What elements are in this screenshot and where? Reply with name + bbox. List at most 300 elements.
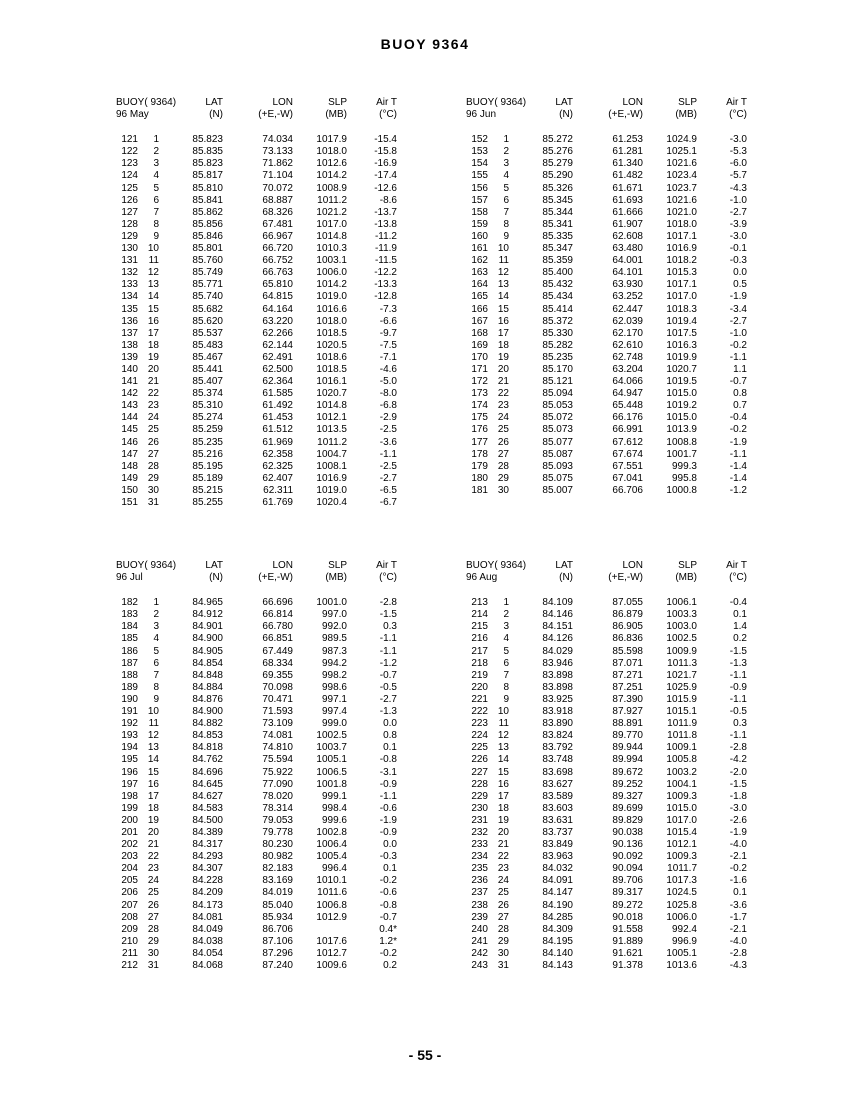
air-temp-cell: -16.9 [374, 158, 397, 170]
lat-cell: 85.841 [192, 194, 223, 206]
col-unit-air: (°C) [379, 109, 397, 121]
slp-cell: 1019.0 [316, 291, 347, 303]
day-of-year-cell: 132 [121, 267, 138, 279]
table-row [108, 158, 448, 170]
day-of-year-cell: 209 [121, 923, 138, 935]
air-temp-cell: -4.3 [729, 960, 747, 971]
air-temp-cell: 0.1 [733, 887, 747, 899]
air-temp-cell: -4.0 [729, 935, 747, 947]
col-header-lon: LON [272, 97, 293, 108]
table-row [108, 412, 448, 424]
slp-cell: 1006.0 [316, 267, 347, 279]
table-row [458, 803, 798, 815]
air-temp-cell: -4.3 [729, 182, 747, 194]
day-cell: 28 [497, 460, 509, 472]
air-temp-cell: -1.9 [729, 826, 747, 838]
slp-cell: 1017.0 [316, 218, 347, 230]
slp-cell: 989.5 [321, 633, 347, 645]
day-of-year-cell: 186 [121, 645, 138, 657]
air-temp-cell: -0.2 [729, 339, 747, 351]
lat-cell: 85.073 [542, 424, 573, 436]
lon-cell: 62.364 [262, 376, 293, 388]
slp-cell: 987.3 [321, 645, 347, 657]
lat-cell: 83.849 [542, 839, 573, 851]
slp-cell: 1017.3 [666, 875, 697, 887]
air-temp-cell: -3.6 [729, 899, 747, 911]
lat-cell: 84.126 [542, 633, 573, 645]
slp-cell: 1018.0 [316, 146, 347, 158]
lon-cell: 70.098 [262, 681, 293, 693]
lon-cell: 79.053 [262, 814, 293, 826]
air-temp-cell: -0.8 [379, 899, 397, 911]
air-temp-cell: -0.7 [379, 669, 397, 681]
air-temp-cell: -8.6 [379, 194, 397, 206]
lon-cell: 87.390 [612, 693, 643, 705]
air-temp-cell: -6.5 [379, 484, 397, 496]
day-of-year-cell: 165 [471, 291, 488, 303]
slp-cell: 1002.5 [666, 633, 697, 645]
day-cell: 27 [147, 911, 159, 923]
lon-cell: 90.038 [612, 826, 643, 838]
lat-cell: 84.091 [542, 875, 573, 887]
table-row [108, 887, 448, 899]
slp-cell: 1020.4 [316, 497, 347, 508]
air-temp-cell: -0.3 [729, 255, 747, 267]
lat-cell: 84.696 [192, 766, 223, 778]
lat-cell: 84.965 [192, 597, 223, 609]
lat-cell: 85.407 [192, 376, 223, 388]
slp-cell: 1015.9 [666, 693, 697, 705]
lon-cell: 61.281 [612, 146, 643, 158]
lat-cell: 85.862 [192, 206, 223, 218]
slp-cell: 1020.5 [316, 339, 347, 351]
slp-cell: 998.6 [321, 681, 347, 693]
day-cell: 31 [147, 960, 159, 971]
lon-cell: 63.930 [612, 279, 643, 291]
air-temp-cell: -1.5 [729, 778, 747, 790]
day-cell: 19 [497, 351, 509, 363]
lon-cell: 67.449 [262, 645, 293, 657]
page-number: - 55 - [408, 1047, 442, 1063]
col-unit-air: (°C) [379, 572, 397, 584]
day-of-year-cell: 227 [471, 766, 488, 778]
day-of-year-cell: 139 [121, 351, 138, 363]
day-cell: 22 [147, 851, 159, 863]
air-temp-cell: -5.0 [379, 376, 397, 388]
slp-cell: 1018.2 [666, 255, 697, 267]
lon-cell: 61.482 [612, 170, 643, 182]
day-of-year-cell: 140 [121, 363, 138, 375]
day-cell: 26 [497, 436, 509, 448]
table-row [458, 195, 798, 207]
slp-cell: 1018.5 [316, 363, 347, 375]
slp-cell: 1020.7 [316, 388, 347, 400]
day-of-year-cell: 128 [121, 218, 138, 230]
lon-cell: 64.101 [612, 267, 643, 279]
day-of-year-cell: 125 [121, 182, 138, 194]
day-of-year-cell: 210 [121, 935, 138, 947]
lon-cell: 62.748 [612, 351, 643, 363]
air-temp-cell: -0.9 [379, 778, 397, 790]
slp-cell: 1015.3 [666, 267, 697, 279]
table-row [108, 388, 448, 400]
lon-cell: 71.593 [262, 706, 293, 718]
lat-cell: 84.147 [542, 887, 573, 899]
day-cell: 30 [147, 484, 159, 496]
day-cell: 16 [147, 315, 159, 327]
lat-cell: 84.905 [192, 645, 223, 657]
table-row [458, 424, 798, 436]
day-of-year-cell: 204 [121, 863, 138, 875]
lon-cell: 66.780 [262, 621, 293, 633]
day-of-year-cell: 161 [471, 243, 488, 255]
day-cell: 16 [147, 778, 159, 790]
table-row [108, 767, 448, 779]
table-row [108, 718, 448, 730]
day-cell: 18 [147, 339, 159, 351]
lat-cell: 85.846 [192, 230, 223, 242]
slp-cell: 1021.0 [666, 206, 697, 218]
table-row [458, 207, 798, 219]
lat-cell: 83.898 [542, 681, 573, 693]
lat-cell: 85.335 [542, 230, 573, 242]
air-temp-cell: -0.9 [729, 681, 747, 693]
lat-cell: 84.876 [192, 693, 223, 705]
table-row [458, 473, 798, 485]
day-of-year-cell: 131 [121, 255, 138, 267]
lon-cell: 70.471 [262, 693, 293, 705]
lat-cell: 85.282 [542, 339, 573, 351]
slp-cell: 1015.0 [666, 802, 697, 814]
day-cell: 11 [148, 718, 159, 730]
month-label: 96 Jul [116, 572, 143, 584]
lat-cell: 84.173 [192, 899, 223, 911]
lat-cell: 85.170 [542, 363, 573, 375]
lat-cell: 83.737 [542, 826, 573, 838]
slp-cell: 1016.6 [316, 303, 347, 315]
slp-cell: 1020.7 [666, 363, 697, 375]
col-unit-lat: (N) [209, 109, 223, 121]
slp-cell: 1013.9 [666, 424, 697, 436]
slp-cell: 1019.9 [666, 351, 697, 363]
air-temp-cell: -8.0 [379, 388, 397, 400]
lat-cell: 85.310 [192, 400, 223, 412]
slp-cell: 1001.8 [316, 778, 347, 790]
lat-cell: 85.216 [192, 448, 223, 460]
air-temp-cell: -11.9 [374, 243, 397, 255]
air-temp-cell: -1.0 [729, 194, 747, 206]
slp-cell: 1006.5 [316, 766, 347, 778]
day-cell: 10 [497, 243, 509, 255]
lon-cell: 64.164 [262, 303, 293, 315]
day-of-year-cell: 155 [471, 170, 488, 182]
day-of-year-cell: 198 [121, 790, 138, 802]
lat-cell: 85.215 [192, 484, 223, 496]
air-temp-cell: -12.2 [374, 267, 397, 279]
slp-cell: 1012.7 [316, 947, 347, 959]
lat-cell: 85.195 [192, 460, 223, 472]
table-row [108, 449, 448, 461]
lat-cell: 84.195 [542, 935, 573, 947]
lon-cell: 62.491 [262, 351, 293, 363]
lon-cell: 61.492 [262, 400, 293, 412]
table-row [458, 437, 798, 449]
air-temp-cell: -1.3 [379, 706, 397, 718]
day-of-year-cell: 201 [121, 826, 138, 838]
lat-cell: 84.285 [542, 911, 573, 923]
day-of-year-cell: 149 [121, 472, 138, 484]
slp-cell: 1023.7 [666, 182, 697, 194]
day-of-year-cell: 162 [471, 255, 488, 267]
col-unit-air: (°C) [729, 572, 747, 584]
lon-cell: 61.671 [612, 182, 643, 194]
air-temp-cell: -1.4 [729, 472, 747, 484]
day-cell: 23 [497, 400, 509, 412]
day-cell: 21 [147, 376, 159, 388]
table-row [108, 134, 448, 146]
lon-cell: 64.815 [262, 291, 293, 303]
air-temp-cell: 0.0 [733, 267, 747, 279]
lon-cell: 87.055 [612, 597, 643, 609]
lat-cell: 85.077 [542, 436, 573, 448]
table-row [108, 279, 448, 291]
table-header-row [458, 97, 798, 109]
air-temp-cell: -2.1 [729, 923, 747, 935]
lat-cell: 85.290 [542, 170, 573, 182]
air-temp-cell: 0.5 [733, 279, 747, 291]
table-row [108, 791, 448, 803]
day-of-year-cell: 225 [471, 742, 488, 754]
day-of-year-cell: 177 [471, 436, 488, 448]
table-row [458, 134, 798, 146]
lon-cell: 74.034 [262, 134, 293, 146]
slp-cell: 1009.6 [316, 960, 347, 971]
lat-cell: 85.326 [542, 182, 573, 194]
slp-cell: 1018.6 [316, 351, 347, 363]
air-temp-cell: -11.5 [374, 255, 397, 267]
air-temp-cell: -1.6 [729, 875, 747, 887]
slp-cell: 1021.6 [666, 158, 697, 170]
day-cell: 14 [147, 754, 159, 766]
lat-cell: 84.853 [192, 730, 223, 742]
lat-cell: 83.698 [542, 766, 573, 778]
day-cell: 14 [147, 291, 159, 303]
day-cell: 29 [497, 472, 509, 484]
lat-cell: 84.081 [192, 911, 223, 923]
air-temp-cell: -0.7 [379, 911, 397, 923]
day-cell: 23 [147, 400, 159, 412]
table-row [108, 658, 448, 670]
day-cell: 23 [147, 863, 159, 875]
slp-cell: 1011.2 [317, 194, 347, 206]
day-of-year-cell: 231 [471, 814, 488, 826]
table-row [458, 183, 798, 195]
lat-cell: 85.259 [192, 424, 223, 436]
lat-cell: 85.235 [192, 436, 223, 448]
lat-cell: 85.272 [542, 134, 573, 146]
day-cell: 10 [497, 706, 509, 718]
air-temp-cell: -6.6 [379, 315, 397, 327]
day-cell: 9 [503, 230, 509, 242]
table-row [108, 316, 448, 328]
air-temp-cell: -0.2 [379, 875, 397, 887]
data-table [458, 97, 798, 497]
day-cell: 23 [497, 863, 509, 875]
air-temp-cell: 0.1 [733, 609, 747, 621]
slp-cell: 1004.7 [316, 448, 347, 460]
table-row [108, 267, 448, 279]
lon-cell: 61.453 [262, 412, 293, 424]
air-temp-cell: -1.1 [729, 693, 747, 705]
lat-cell: 85.235 [542, 351, 573, 363]
col-unit-slp: (MB) [325, 109, 347, 121]
slp-cell: 1014.2 [316, 170, 347, 182]
day-of-year-cell: 235 [471, 863, 488, 875]
table-row [108, 328, 448, 340]
table-row [108, 936, 448, 948]
day-cell: 21 [147, 839, 159, 851]
air-temp-cell: -6.7 [379, 497, 397, 508]
lat-cell: 84.190 [542, 899, 573, 911]
slp-cell: 995.8 [671, 472, 697, 484]
slp-cell: 1009.9 [666, 645, 697, 657]
day-of-year-cell: 164 [471, 279, 488, 291]
lon-cell: 66.851 [262, 633, 293, 645]
lon-cell: 85.598 [612, 645, 643, 657]
day-cell: 30 [497, 947, 509, 959]
day-cell: 19 [497, 814, 509, 826]
day-of-year-cell: 183 [121, 609, 138, 621]
slp-cell: 1009.3 [666, 790, 697, 802]
lon-cell: 71.862 [262, 158, 293, 170]
table-row [458, 633, 798, 645]
lon-cell: 86.879 [612, 609, 643, 621]
table-row [458, 646, 798, 658]
air-temp-cell: -12.6 [374, 182, 397, 194]
lon-cell: 74.081 [262, 730, 293, 742]
lat-cell: 84.146 [542, 609, 573, 621]
day-cell: 17 [147, 790, 159, 802]
slp-cell: 999.3 [671, 460, 697, 472]
slp-cell: 1008.1 [316, 460, 347, 472]
lon-cell: 78.020 [262, 790, 293, 802]
table-row [108, 948, 448, 960]
day-of-year-cell: 220 [471, 681, 488, 693]
lon-cell: 91.378 [612, 960, 643, 971]
day-cell: 9 [153, 693, 159, 705]
lon-cell: 68.326 [262, 206, 293, 218]
table-row [458, 364, 798, 376]
lon-cell: 67.612 [612, 436, 643, 448]
lon-cell: 66.706 [612, 484, 643, 496]
lon-cell: 62.610 [612, 339, 643, 351]
lon-cell: 61.769 [262, 497, 293, 508]
lat-cell: 83.946 [542, 657, 573, 669]
day-of-year-cell: 188 [121, 669, 138, 681]
air-temp-cell: 1.2* [379, 935, 397, 947]
table-row [108, 304, 448, 316]
day-cell: 18 [147, 802, 159, 814]
table-row [108, 195, 448, 207]
slp-cell: 1013.6 [666, 960, 697, 971]
day-of-year-cell: 170 [471, 351, 488, 363]
table-row [458, 243, 798, 255]
day-of-year-cell: 147 [121, 448, 138, 460]
lon-cell: 75.922 [262, 766, 293, 778]
day-of-year-cell: 223 [471, 718, 488, 730]
day-cell: 2 [503, 609, 509, 621]
lon-cell: 83.169 [262, 875, 293, 887]
day-of-year-cell: 236 [471, 875, 488, 887]
lon-cell: 62.447 [612, 303, 643, 315]
col-header-lon: LON [272, 560, 293, 571]
slp-cell: 1015.0 [666, 412, 697, 424]
air-temp-cell: -2.8 [729, 742, 747, 754]
slp-cell: 1014.2 [316, 279, 347, 291]
month-label: 96 Aug [466, 572, 498, 584]
day-of-year-cell: 232 [471, 826, 488, 838]
air-temp-cell: -1.1 [729, 448, 747, 460]
table-row [458, 412, 798, 424]
lon-cell: 73.109 [262, 718, 293, 730]
lon-cell: 63.480 [612, 243, 643, 255]
slp-cell: 1003.2 [666, 766, 697, 778]
table-row [458, 376, 798, 388]
air-temp-cell: -0.3 [379, 851, 397, 863]
day-cell: 1 [153, 134, 159, 146]
day-cell: 16 [497, 315, 509, 327]
page-title: BUOY 9364 [380, 36, 470, 52]
day-of-year-cell: 124 [121, 170, 138, 182]
lon-cell: 62.311 [263, 484, 293, 496]
air-temp-cell: -1.0 [729, 327, 747, 339]
lon-cell: 67.041 [612, 472, 643, 484]
table-row [458, 936, 798, 948]
month-label: 96 May [116, 109, 149, 121]
header-spacer [108, 121, 448, 134]
table-row [458, 887, 798, 899]
air-temp-cell: -2.7 [729, 206, 747, 218]
lat-cell: 84.140 [542, 947, 573, 959]
table-row [108, 694, 448, 706]
lon-cell: 63.204 [612, 363, 643, 375]
table-row [458, 863, 798, 875]
air-temp-cell: 0.0 [383, 718, 397, 730]
lon-cell: 61.693 [612, 194, 643, 206]
lon-cell: 61.907 [612, 218, 643, 230]
air-temp-cell: -17.4 [374, 170, 397, 182]
day-of-year-cell: 242 [471, 947, 488, 959]
day-cell: 13 [497, 742, 509, 754]
table-row [458, 279, 798, 291]
lon-cell: 62.144 [262, 339, 293, 351]
table-row [458, 900, 798, 912]
lon-cell: 89.272 [612, 899, 643, 911]
lat-cell: 85.682 [192, 303, 223, 315]
table-row [458, 158, 798, 170]
air-temp-cell: -2.1 [729, 851, 747, 863]
table-row [458, 597, 798, 609]
slp-cell: 1011.3 [667, 657, 697, 669]
table-row [458, 400, 798, 412]
slp-cell: 1002.5 [316, 730, 347, 742]
lat-cell: 85.856 [192, 218, 223, 230]
slp-cell: 1005.1 [666, 947, 697, 959]
air-temp-cell: -13.7 [374, 206, 397, 218]
air-temp-cell: -1.1 [379, 645, 397, 657]
col-header-slp: SLP [328, 560, 347, 571]
slp-cell: 1017.9 [316, 134, 347, 146]
